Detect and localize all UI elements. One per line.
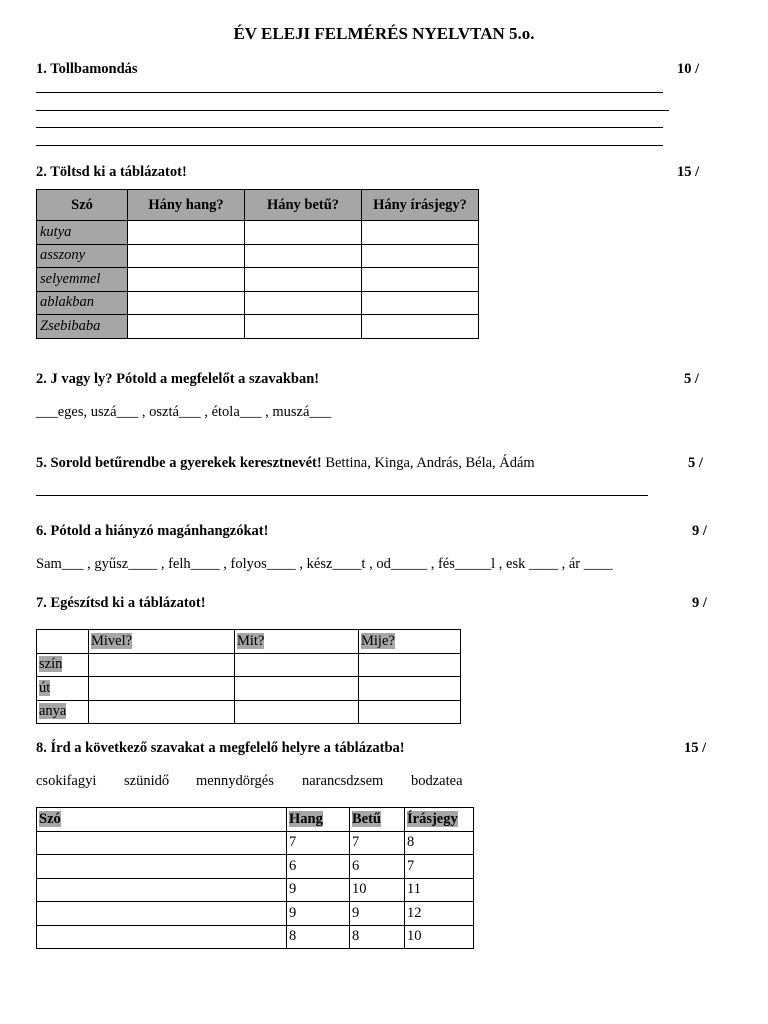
column-header: Betű xyxy=(350,808,405,832)
answer-cell[interactable] xyxy=(245,291,362,315)
word-item: mennydörgés xyxy=(196,773,274,789)
answer-cell[interactable] xyxy=(362,315,479,339)
column-header: Szó xyxy=(37,190,128,221)
answer-cell[interactable] xyxy=(245,268,362,292)
answer-cell[interactable] xyxy=(359,677,461,701)
betu-cell: 9 xyxy=(350,902,405,926)
irasjegy-cell: 7 xyxy=(405,855,474,879)
table-row xyxy=(37,677,461,701)
task8-heading: 8. Írd a következő szavakat a megfelelő helyre a táblázatba! xyxy=(36,740,405,756)
word-cell: kutya xyxy=(37,221,128,245)
word-item: csokifagyi xyxy=(36,773,97,789)
hang-cell: 9 xyxy=(287,902,350,926)
betu-cell: 10 xyxy=(350,878,405,902)
betu-cell: 7 xyxy=(350,831,405,855)
betu-cell: 6 xyxy=(350,855,405,879)
fill-in-line[interactable]: Sam___ , gyűsz____ , felh____ , folyos____ , kész____t , od_____ , fés_____l , esk ____ , ár ____ xyxy=(36,556,613,572)
answer-cell[interactable] xyxy=(128,291,245,315)
word-cell: Zsebibaba xyxy=(37,315,128,339)
task1-points: 10 / xyxy=(677,61,700,77)
answer-cell[interactable] xyxy=(362,268,479,292)
task5-heading-row xyxy=(36,455,535,472)
answer-cell[interactable] xyxy=(362,291,479,315)
writing-line xyxy=(36,110,669,111)
task2-heading: 2. Töltsd ki a táblázatot! xyxy=(36,164,187,180)
corner-cell xyxy=(37,630,89,654)
table-row xyxy=(37,315,479,339)
answer-cell[interactable] xyxy=(37,902,287,926)
column-header: Szó xyxy=(37,808,287,832)
column-header: Mivel? xyxy=(89,630,235,654)
irasjegy-cell: 11 xyxy=(405,878,474,902)
column-header: Mije? xyxy=(359,630,461,654)
task5-heading: 5. Sorold betűrendbe a gyerekek keresztnevét! xyxy=(36,455,322,471)
hang-cell: 7 xyxy=(287,831,350,855)
sound-letter-table xyxy=(36,189,479,339)
answer-cell[interactable] xyxy=(37,878,287,902)
writing-line xyxy=(36,495,648,496)
task7-heading: 7. Egészítsd ki a táblázatot! xyxy=(36,595,206,611)
task5-points: 5 / xyxy=(688,455,703,471)
task7-points: 9 / xyxy=(692,595,707,611)
task3-points: 5 / xyxy=(684,371,699,387)
column-header: Írásjegy xyxy=(405,808,474,832)
answer-cell[interactable] xyxy=(89,700,235,724)
task1-heading: 1. Tollbamondás xyxy=(36,61,138,77)
answer-cell[interactable] xyxy=(128,315,245,339)
hang-cell: 6 xyxy=(287,855,350,879)
word-cell: szín xyxy=(37,653,89,677)
word-item: bodzatea xyxy=(411,773,463,789)
answer-cell[interactable] xyxy=(37,855,287,879)
answer-cell[interactable] xyxy=(128,268,245,292)
answer-cell[interactable] xyxy=(89,677,235,701)
table-row xyxy=(37,925,474,949)
word-cell: selyemmel xyxy=(37,268,128,292)
answer-cell[interactable] xyxy=(245,221,362,245)
word-count-table xyxy=(36,807,474,949)
table-row xyxy=(37,902,474,926)
task2-points: 15 / xyxy=(677,164,700,180)
table-row xyxy=(37,855,474,879)
word-cell: ablakban xyxy=(37,291,128,315)
table-row xyxy=(37,291,479,315)
answer-cell[interactable] xyxy=(245,244,362,268)
betu-cell: 8 xyxy=(350,925,405,949)
answer-cell[interactable] xyxy=(235,700,359,724)
answer-cell[interactable] xyxy=(128,221,245,245)
word-cell: út xyxy=(37,677,89,701)
table-header-row xyxy=(37,808,474,832)
column-header: Hány írásjegy? xyxy=(362,190,479,221)
irasjegy-cell: 10 xyxy=(405,925,474,949)
table-row xyxy=(37,221,479,245)
column-header: Hang xyxy=(287,808,350,832)
irasjegy-cell: 12 xyxy=(405,902,474,926)
word-item: narancsdzsem xyxy=(302,773,384,789)
writing-line xyxy=(36,127,663,128)
table-row xyxy=(37,878,474,902)
task5-names: Bettina, Kinga, András, Béla, Ádám xyxy=(321,455,535,471)
writing-line xyxy=(36,92,663,93)
case-table xyxy=(36,629,461,724)
table-row xyxy=(37,700,461,724)
task6-heading: 6. Pótold a hiányzó magánhangzókat! xyxy=(36,523,269,539)
task3-heading: 2. J vagy ly? Pótold a megfelelőt a szavakban! xyxy=(36,371,320,387)
column-header: Mit? xyxy=(235,630,359,654)
table-header-row xyxy=(37,630,461,654)
answer-cell[interactable] xyxy=(235,677,359,701)
answer-cell[interactable] xyxy=(362,244,479,268)
column-header: Hány hang? xyxy=(128,190,245,221)
answer-cell[interactable] xyxy=(359,653,461,677)
table-row xyxy=(37,831,474,855)
fill-in-line[interactable]: ___eges, uszá___ , osztá___ , étola___ , muszá___ xyxy=(36,404,332,420)
table-row xyxy=(37,268,479,292)
word-cell: asszony xyxy=(37,244,128,268)
column-header: Hány betű? xyxy=(245,190,362,221)
answer-cell[interactable] xyxy=(89,653,235,677)
answer-cell[interactable] xyxy=(362,221,479,245)
writing-line xyxy=(36,145,663,146)
answer-cell[interactable] xyxy=(37,831,287,855)
answer-cell[interactable] xyxy=(128,244,245,268)
answer-cell[interactable] xyxy=(359,700,461,724)
table-row xyxy=(37,653,461,677)
answer-cell[interactable] xyxy=(245,315,362,339)
hang-cell: 8 xyxy=(287,925,350,949)
answer-cell[interactable] xyxy=(37,925,287,949)
answer-cell[interactable] xyxy=(235,653,359,677)
task8-points: 15 / xyxy=(684,740,707,756)
table-row xyxy=(37,244,479,268)
page-title: ÉV ELEJI FELMÉRÉS NYELVTAN 5.o. xyxy=(233,24,535,43)
word-item: szünidő xyxy=(124,773,170,789)
task6-points: 9 / xyxy=(692,523,707,539)
word-cell: anya xyxy=(37,700,89,724)
irasjegy-cell: 8 xyxy=(405,831,474,855)
hang-cell: 9 xyxy=(287,878,350,902)
